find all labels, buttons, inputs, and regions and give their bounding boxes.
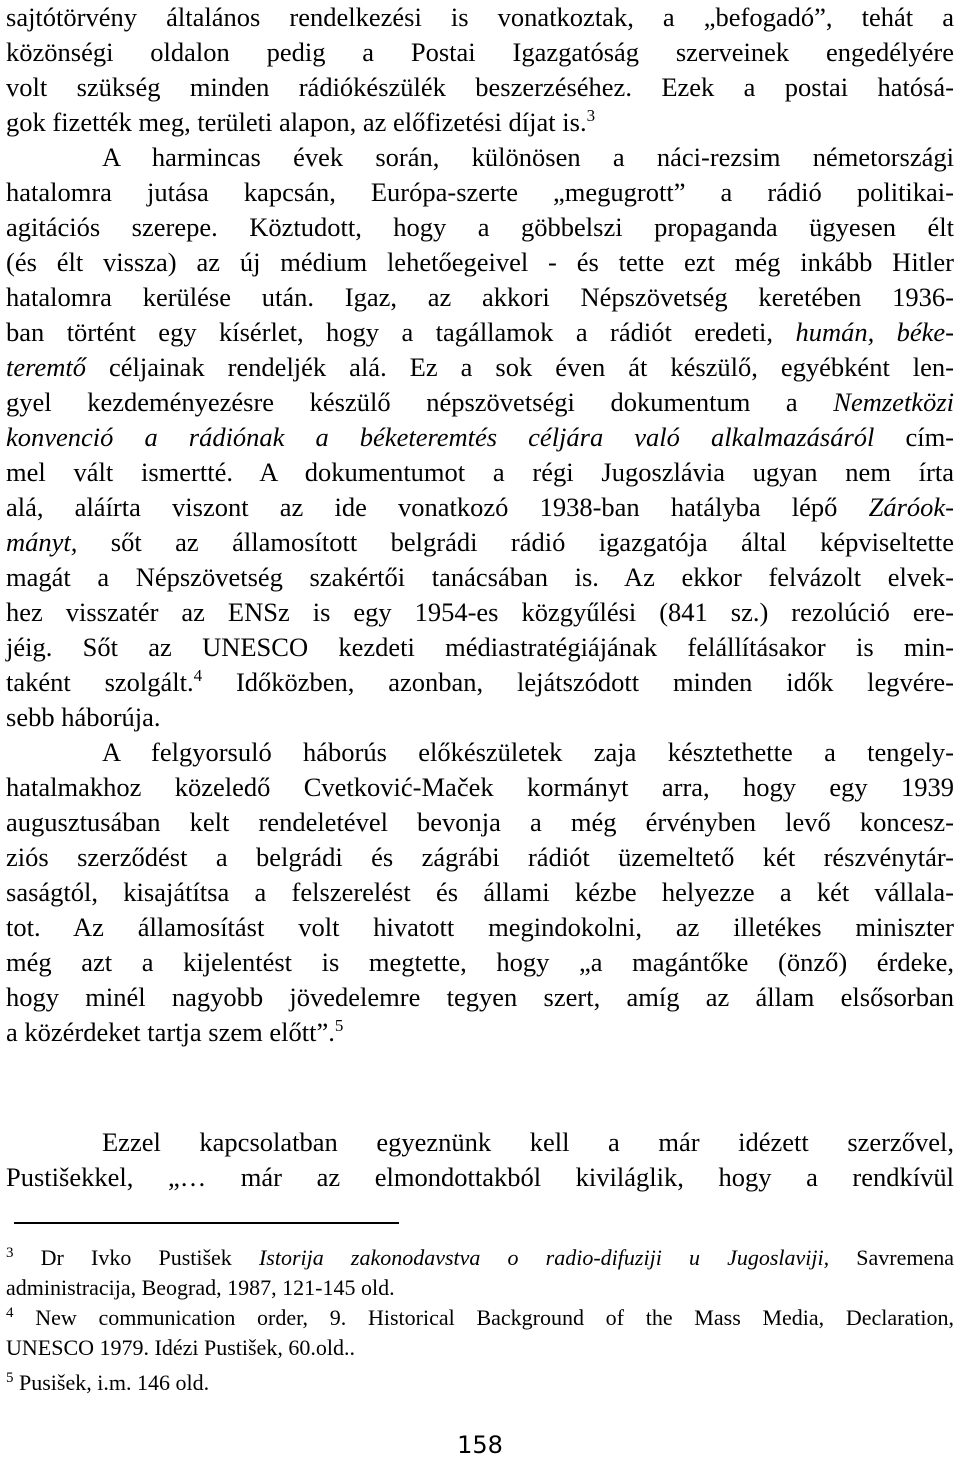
italic-span: konvenció a rádiónak a béketeremtés céljára való alkalmazásáról [6,422,875,452]
italic-span: mányt, [6,527,78,557]
footnote-ref: 3 [586,106,596,125]
text-line: hatalomra jutása kapcsán, Európa-szerte „megugrott” a rádió politikai- [6,177,954,207]
text-line [6,315,954,350]
footnote-ref: 5 [334,1016,344,1035]
footnote-number: 4 [6,1305,14,1321]
text-line: agitációs szerepe. Köztudott, hogy a göbbelszi propaganda ügyesen élt [6,212,954,242]
text-line: ziós szerződést a belgrádi és zágrábi rádiót üzemeltető két részvénytár- [6,842,954,872]
text-span: alá, aláírta viszont az ide vonatkozó 1938-ban hatályba lépő [6,492,869,522]
footnote [6,1368,954,1398]
text-line [6,420,954,455]
text-span: gok fizették meg, területi alapon, az előfizetési díjat is. [6,107,587,137]
footnote-line: administracija, Beograd, 1987, 121-145 old. [6,1275,395,1300]
text-span: New communication order, 9. Historical Background of the Mass Media, Declaration, [13,1305,954,1330]
italic-span: Nemzetközi [833,387,954,417]
italic-span: humán, béke- [795,317,954,347]
text-line: sebb háborúja. [6,702,161,732]
text-line [6,385,954,420]
footnote-number: 3 [6,1245,14,1261]
footnote [6,1243,954,1273]
text-line: A felgyorsuló háborús előkészületek zaja késztethette a tengely- [102,737,954,767]
page-number: 158 [457,1431,503,1459]
text-span: Időközben, azonban, lejátszódott minden idők legvére- [202,667,954,697]
text-span: Dr Ivko Pustišek [13,1245,259,1270]
italic-span: Záróok- [868,492,954,522]
text-line: Ezzel kapcsolatban egyeznünk kell a már idézett szerzővel, [102,1127,954,1157]
text-span: sőt az államosított belgrádi rádió igazgatója által képviseltette [77,527,954,557]
text-span: Savremena [829,1245,955,1270]
text-span: cím- [874,422,955,452]
text-line: saságtól, kisajátítsa a felszerelést és állami kézbe helyezze a két vállala- [6,877,954,907]
text-line: közönségi oldalon pedig a Postai Igazgatóság szerveinek engedélyére [6,37,954,67]
footnote-ref: 4 [193,666,203,685]
text-line: magát a Népszövetség szakértői tanácsában is. Az ekkor felvázolt elvek- [6,562,954,592]
text-line [6,665,954,700]
text-span: céljainak rendeljék alá. Ez a sok éven át készülő, egyébként len- [85,352,954,382]
text-line [6,1015,954,1050]
text-line: hez visszatér az ENSz is egy 1954-es közgyűlési (841 sz.) rezolúció ere- [6,597,954,627]
italic-span: Istorija zakonodavstva o radio-difuziji u Jugoslaviji, [258,1245,830,1270]
footnote-number: 5 [6,1370,14,1386]
text-span: Pusišek, i.m. 146 old. [13,1370,210,1395]
italic-span: teremtő [6,352,86,382]
text-line [6,490,954,525]
footnote-separator [14,1222,399,1224]
text-span: a közérdeket tartja szem előtt”. [6,1017,335,1047]
text-line [6,105,954,140]
text-line: hatalmakhoz közeledő Cvetković-Maček kormányt arra, hogy egy 1939 [6,772,954,802]
text-line: augusztusában kelt rendeletével bevonja a még érvényben levő koncesz- [6,807,954,837]
text-line: hatalomra kerülése után. Igaz, az akkori Népszövetség keretében 1936- [6,282,954,312]
text-line [6,525,954,560]
text-line: még azt a kijelentést is megtette, hogy „a magántőke (önző) érdeke, [6,947,954,977]
text-line: (és élt vissza) az új médium lehetőegeivel - és tette ezt még inkább Hitler [6,247,954,277]
text-line [6,350,954,385]
text-line: Pustišekkel, „… már az elmondottakból kiviláglik, hogy a rendkívül [6,1162,954,1192]
footnote [6,1303,954,1333]
text-line: jéig. Sőt az UNESCO kezdeti médiastratégiájának felállításakor is min- [6,632,954,662]
text-line: mel vált ismertté. A dokumentumot a régi Jugoszlávia ugyan nem írta [6,457,954,487]
text-line: hogy minél nagyobb jövedelemre tegyen szert, amíg az állam elsősorban [6,982,954,1012]
text-line: A harmincas évek során, különösen a náci-rezsim németországi [102,142,954,172]
footnote-line: UNESCO 1979. Idézi Pustišek, 60.old.. [6,1335,355,1360]
text-line: sajtótörvény általános rendelkezési is vonatkoztak, a „befogadó”, tehát a [6,2,954,32]
text-span: taként szolgált. [6,667,194,697]
text-line: volt szükség minden rádiókészülék beszerzéséhez. Ezek a postai hatósá- [6,72,954,102]
text-line: tot. Az államosítást volt hivatott megindokolni, az illetékes miniszter [6,912,954,942]
text-span: ban történt egy kísérlet, hogy a tagállamok a rádiót eredeti, [6,317,796,347]
text-span: gyel kezdeményezésre készülő népszövetségi dokumentum a [6,387,834,417]
